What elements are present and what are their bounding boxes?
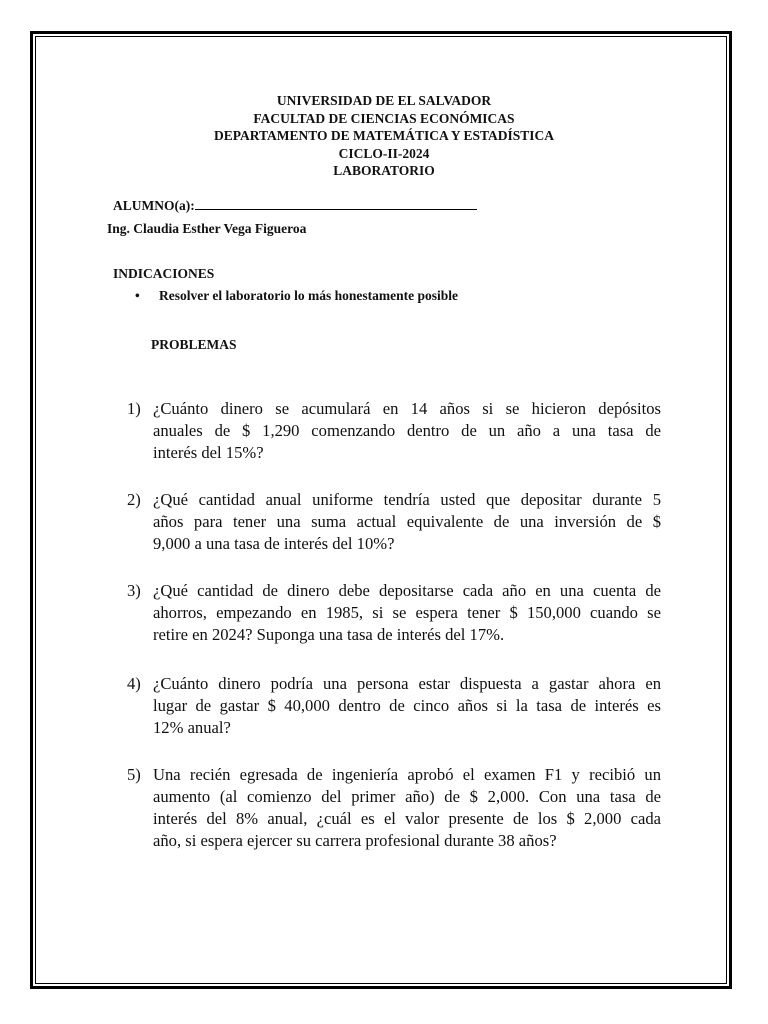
problem-2 xyxy=(127,489,661,555)
problem-number: 1) xyxy=(127,399,141,418)
header-department: DEPARTAMENTO DE MATEMÁTICA Y ESTADÍSTICA xyxy=(213,128,555,143)
problem-line: anuales de $ 1,290 comenzando dentro de un año a una tasa de xyxy=(153,421,661,440)
document-header xyxy=(0,92,768,180)
header-laboratory: LABORATORIO xyxy=(333,163,435,178)
problem-number: 3) xyxy=(127,581,141,600)
problem-line: ¿Qué cantidad anual uniforme tendría usted que depositar durante 5 xyxy=(153,490,661,509)
student-field xyxy=(113,197,477,214)
problem-line: lugar de gastar $ 40,000 dentro de cinco años si la tasa de interés es xyxy=(153,696,661,715)
problem-line: ¿Cuánto dinero se acumulará en 14 años si se hicieron depósitos xyxy=(153,399,661,418)
problem-text xyxy=(153,764,661,852)
problem-number: 2) xyxy=(127,490,141,509)
problem-number: 4) xyxy=(127,674,141,693)
teacher-name: Ing. Claudia Esther Vega Figueroa xyxy=(107,221,307,236)
problem-line: ¿Qué cantidad de dinero debe depositarse cada año en una cuenta de xyxy=(153,581,661,600)
problem-line: 9,000 a una tasa de interés del 10%? xyxy=(153,534,395,553)
problem-1 xyxy=(127,398,661,464)
problem-line: interés del 15%? xyxy=(153,443,264,462)
student-name-blank xyxy=(195,197,477,210)
indications-title: INDICACIONES xyxy=(113,266,215,281)
problem-line: ¿Cuánto dinero podría una persona estar dispuesta a gastar ahora en xyxy=(153,674,661,693)
student-label: ALUMNO(a): xyxy=(113,198,195,213)
problem-line: años para tener una suma actual equivalente de una inversión de $ xyxy=(153,512,661,531)
problem-text xyxy=(153,580,661,646)
indication-item xyxy=(135,288,458,304)
problem-4 xyxy=(127,673,661,739)
problem-line: 12% anual? xyxy=(153,718,231,737)
problem-line: interés del 8% anual, ¿cuál es el valor presente de los $ 2,000 cada xyxy=(153,809,661,828)
problem-3 xyxy=(127,580,661,646)
problem-line: año, si espera ejercer su carrera profesional durante 38 años? xyxy=(153,831,557,850)
header-university: UNIVERSIDAD DE EL SALVADOR xyxy=(276,93,492,108)
problem-line: Una recién egresada de ingeniería aprobó el examen F1 y recibió un xyxy=(153,765,661,784)
problem-5 xyxy=(127,764,661,852)
indication-text: Resolver el laboratorio lo más honestamente posible xyxy=(159,288,458,303)
problem-line: retire en 2024? Suponga una tasa de interés del 17%. xyxy=(153,625,505,644)
indications-list xyxy=(135,288,458,304)
problem-line: aumento (al comienzo del primer año) de $ 2,000. Con una tasa de xyxy=(153,787,661,806)
problem-line: ahorros, empezando en 1985, si se espera tener $ 150,000 cuando se xyxy=(153,603,661,622)
problem-text xyxy=(153,673,661,739)
header-faculty: FACULTAD DE CIENCIAS ECONÓMICAS xyxy=(253,110,515,126)
header-cycle: CICLO-II-2024 xyxy=(338,145,430,161)
problem-text xyxy=(153,489,661,555)
problem-text xyxy=(153,398,661,464)
problem-number: 5) xyxy=(127,765,141,784)
bullet-icon: • xyxy=(135,288,140,303)
problems-title: PROBLEMAS xyxy=(151,337,237,352)
